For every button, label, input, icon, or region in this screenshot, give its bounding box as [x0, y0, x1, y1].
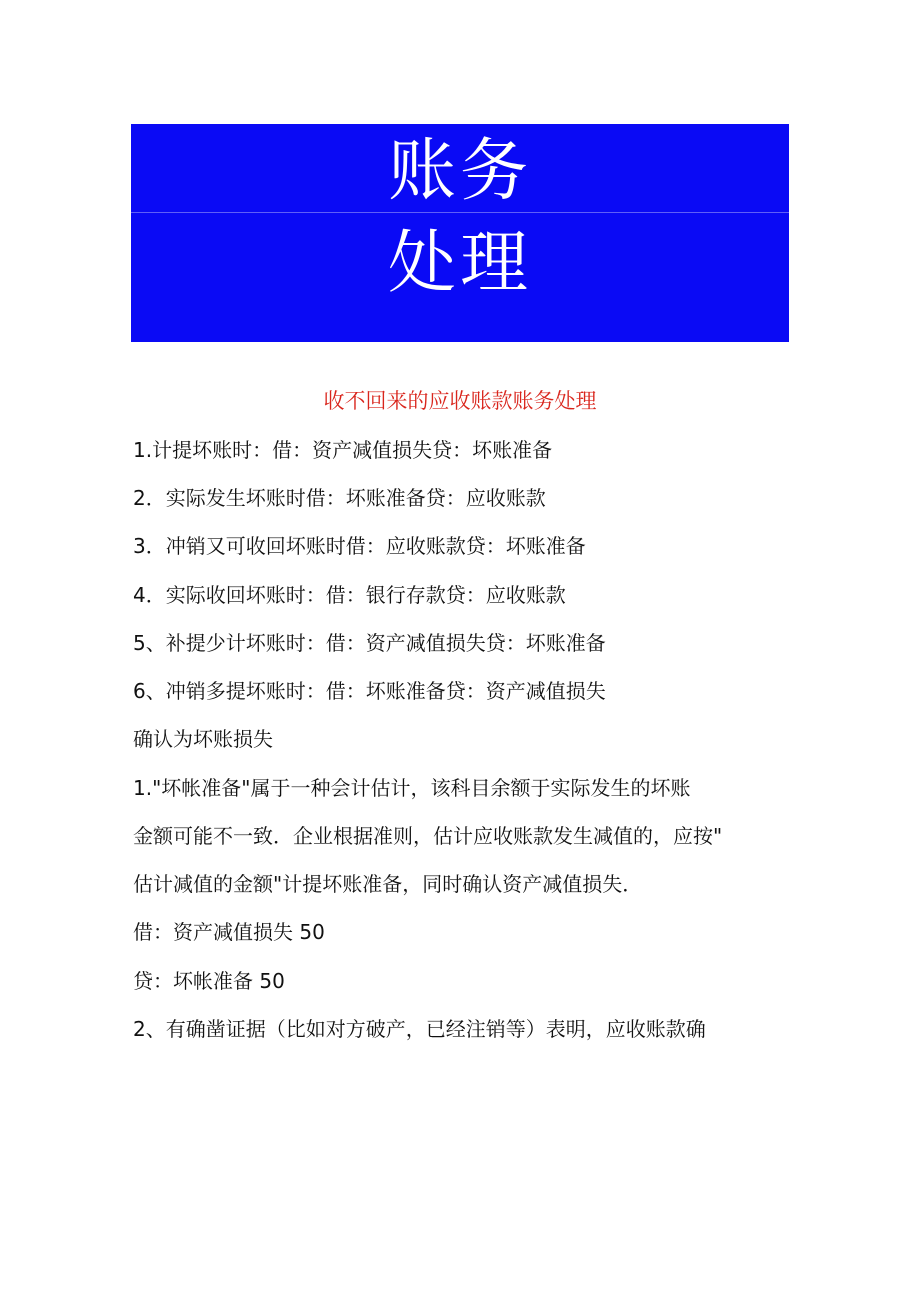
text-line: 5、补提少计坏账时：借：资产减值损失贷：坏账准备: [133, 631, 606, 655]
text-line: 6、冲销多提坏账时：借：坏账准备贷：资产减值损失: [133, 679, 606, 703]
banner-divider: [131, 212, 789, 213]
text-line: 金额可能不一致．企业根据准则，估计应收账款发生减值的，应按": [133, 824, 723, 848]
text-line: 1."坏帐准备"属于一种会计估计，该科目余额于实际发生的坏账: [133, 776, 691, 800]
text-line: 借：资产减值损失 50: [133, 920, 325, 944]
text-line: 估计减值的金额"计提坏账准备，同时确认资产减值损失．: [133, 872, 643, 896]
text-line: 贷：坏帐准备 50: [133, 969, 285, 993]
text-line: 2．实际发生坏账时借：坏账准备贷：应收账款: [133, 486, 546, 510]
title-banner: [131, 124, 789, 342]
text-line: 确认为坏账损失: [133, 727, 273, 751]
text-line: 3．冲销又可收回坏账时借：应收账款贷：坏账准备: [133, 534, 586, 558]
banner-title-line-2: 处理: [387, 224, 532, 303]
banner-title-line-1: 账务: [387, 132, 532, 211]
section-subtitle: 收不回来的应收账款账务处理: [323, 389, 597, 413]
text-line: 1.计提坏账时：借：资产减值损失贷：坏账准备: [133, 438, 553, 462]
text-line: 4．实际收回坏账时：借：银行存款贷：应收账款: [133, 583, 566, 607]
text-line: 2、有确凿证据（比如对方破产，已经注销等）表明，应收账款确: [133, 1017, 706, 1041]
